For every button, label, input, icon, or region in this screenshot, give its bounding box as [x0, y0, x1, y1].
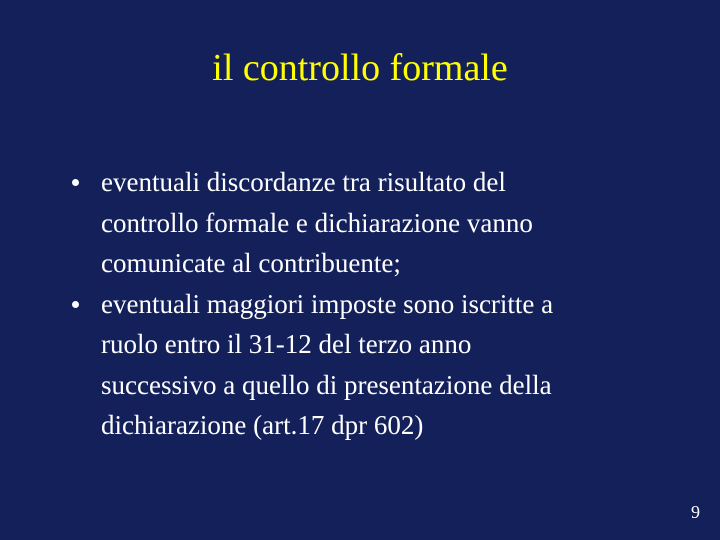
- bullet-line: controllo formale e dichiarazione vanno: [101, 207, 533, 238]
- bullet-line: successivo a quello di presentazione della: [101, 369, 552, 400]
- bullet-item: [0, 284, 681, 446]
- slide-title: il controllo formale: [212, 47, 508, 89]
- bullet-dot-icon: [72, 179, 79, 186]
- bullet-line: eventuali discordanze tra risultato del: [101, 167, 506, 197]
- bullet-line: dichiarazione (art.17 dpr 602): [101, 410, 424, 440]
- bullet-line: comunicate al contribuente;: [101, 248, 401, 278]
- bullet-line: eventuali maggiori imposte sono iscritte a: [101, 288, 554, 319]
- page-number: 9: [691, 502, 700, 522]
- bullet-item: [0, 162, 681, 284]
- bullet-line: ruolo entro il 31-12 del terzo anno: [101, 329, 472, 359]
- bullet-dot-icon: [72, 301, 79, 308]
- bullet-list: [0, 162, 720, 446]
